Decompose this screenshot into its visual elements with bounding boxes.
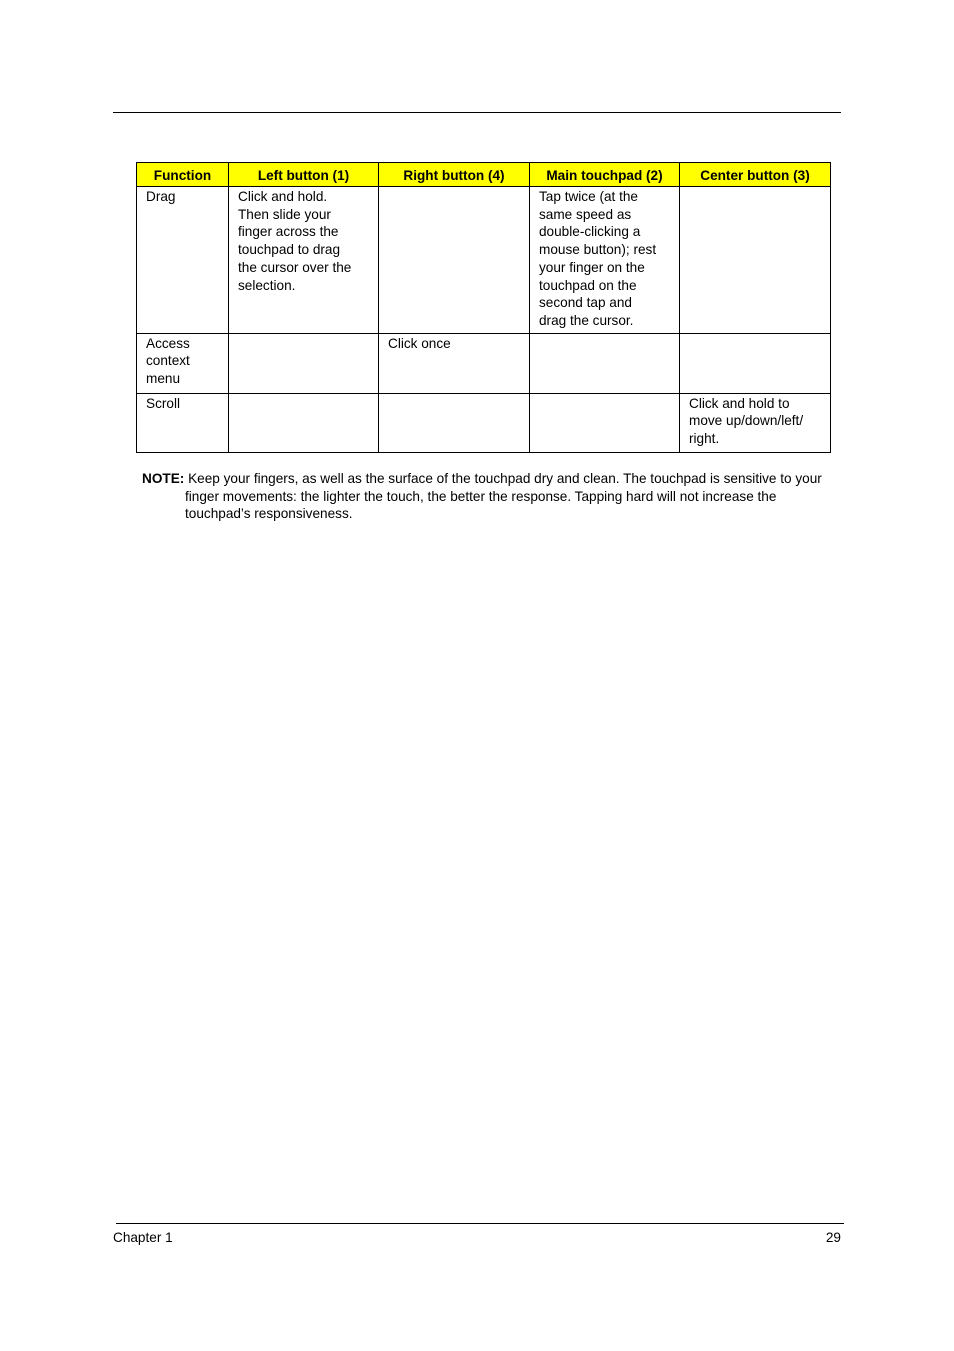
cell-center-button xyxy=(680,333,831,393)
cell-function: Drag xyxy=(137,187,229,334)
cell-main-touchpad: Tap twice (at the same speed as double-clicking a mouse button); rest your finger on the touchpad on the second tap and drag the cursor. xyxy=(530,187,680,334)
header-main-touchpad: Main touchpad (2) xyxy=(530,163,680,187)
header-center-button: Center button (3) xyxy=(680,163,831,187)
note-label: NOTE: xyxy=(142,471,185,486)
cell-main-touchpad xyxy=(530,333,680,393)
note-paragraph xyxy=(142,470,842,523)
touchpad-functions-table xyxy=(136,162,831,453)
cell-left-button: Click and hold. Then slide your finger across the touchpad to drag the cursor over the selection. xyxy=(229,187,379,334)
cell-center-button: Click and hold to move up/down/left/ right. xyxy=(680,393,831,452)
cell-right-button xyxy=(379,187,530,334)
header-function: Function xyxy=(137,163,229,187)
header-right-button: Right button (4) xyxy=(379,163,530,187)
header-left-button: Left button (1) xyxy=(229,163,379,187)
cell-left-button xyxy=(229,333,379,393)
cell-center-button xyxy=(680,187,831,334)
cell-function: Access context menu xyxy=(137,333,229,393)
cell-left-button xyxy=(229,393,379,452)
cell-right-button: Click once xyxy=(379,333,530,393)
table-row xyxy=(137,333,831,393)
cell-main-touchpad xyxy=(530,393,680,452)
header-rule xyxy=(113,112,841,113)
table-row xyxy=(137,393,831,452)
note-text: Keep your fingers, as well as the surface of the touchpad dry and clean. The touchpad is sensitive to your finger movements: the lighter the touch, the better the response. Tapping hard will not increase the touchpad’s responsiveness. xyxy=(184,471,822,522)
cell-function: Scroll xyxy=(137,393,229,452)
table-row xyxy=(137,187,831,334)
cell-right-button xyxy=(379,393,530,452)
footer-rule xyxy=(116,1223,844,1224)
footer-page-number: 29 xyxy=(825,1230,841,1245)
footer-chapter: Chapter 1 xyxy=(113,1230,173,1245)
table-header-row xyxy=(137,163,831,187)
